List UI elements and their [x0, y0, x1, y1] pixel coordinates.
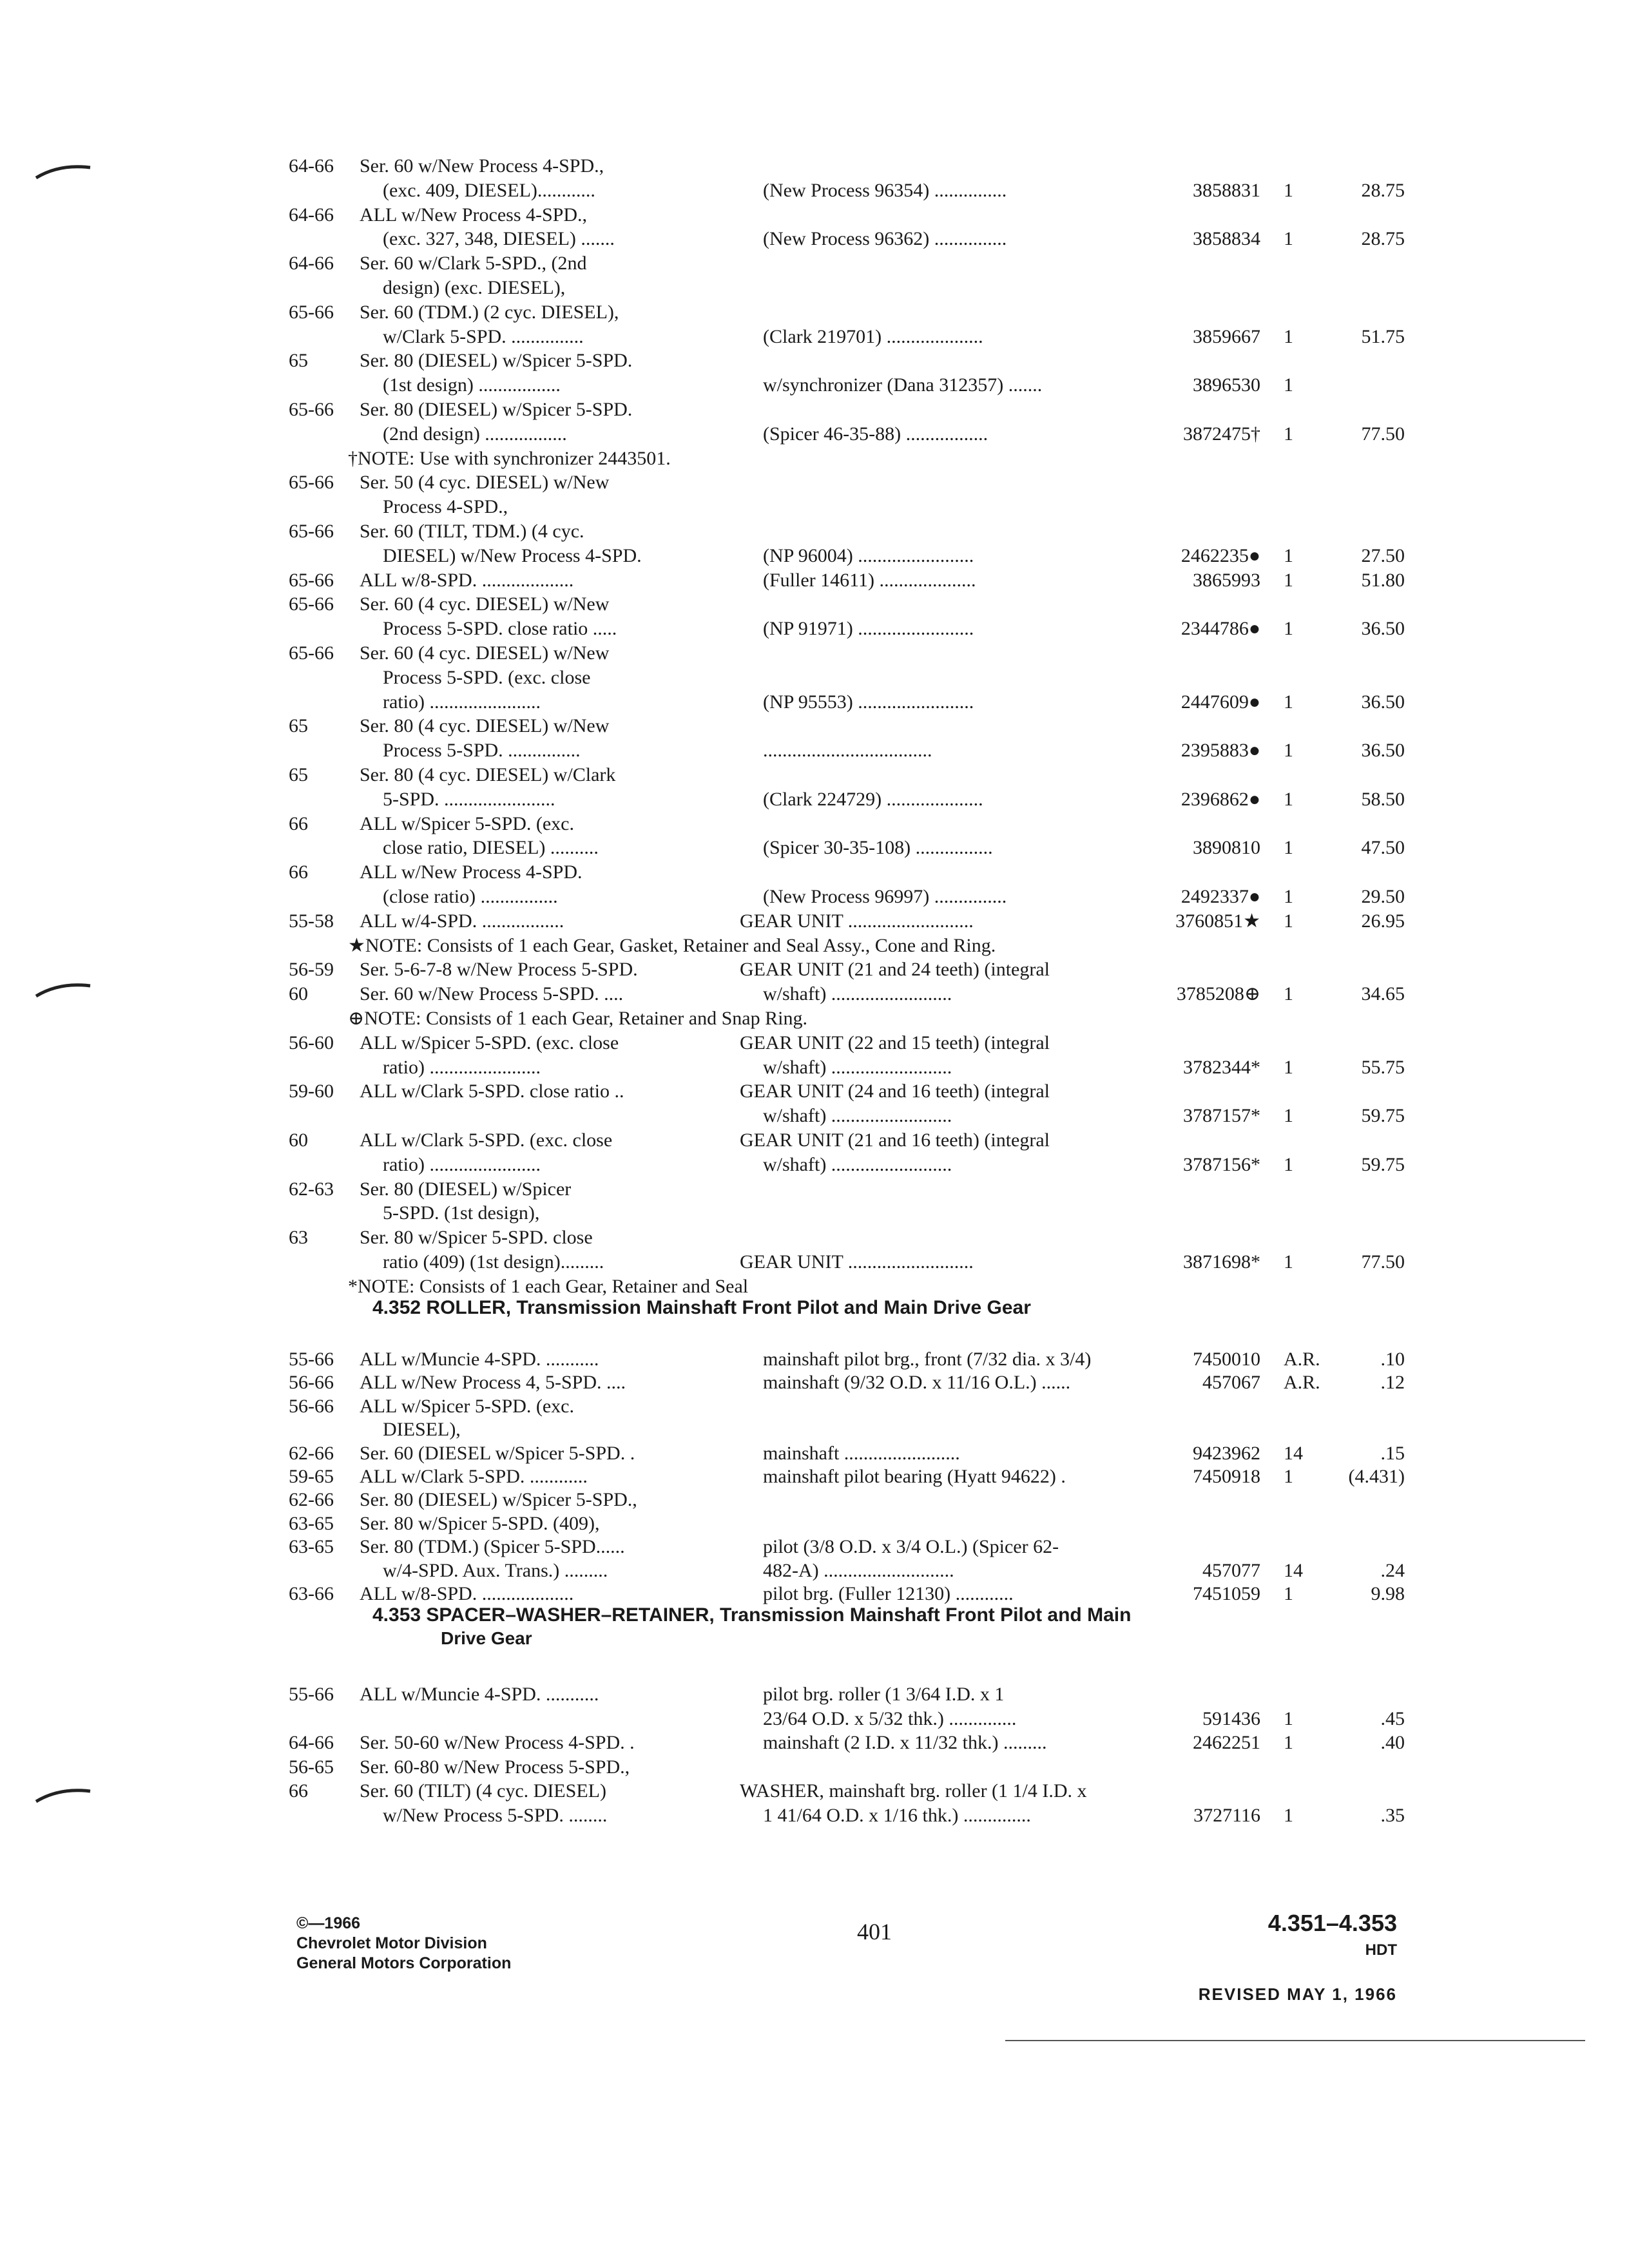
row-description: (New Process 96997) ...............	[763, 886, 1007, 907]
row-application: ALL w/4-SPD. .................	[360, 910, 564, 932]
row-quantity: 14	[1284, 1559, 1303, 1581]
row-application: Ser. 60 (TILT, TDM.) (4 cyc.	[360, 521, 584, 542]
catalog-row	[0, 1370, 1629, 1396]
catalog-row	[0, 713, 1629, 739]
row-part-number: 7450010	[1193, 1349, 1260, 1370]
row-application: Ser. 60 (TDM.) (2 cyc. DIESEL),	[360, 301, 619, 323]
row-application: Ser. 60 w/New Process 4-SPD.,	[360, 155, 604, 177]
row-price: .12	[1380, 1372, 1405, 1394]
row-quantity: 1	[1284, 1583, 1293, 1604]
row-part-number: 3859667	[1193, 325, 1260, 347]
catalog-row	[0, 1225, 1629, 1251]
row-application: Process 5-SPD. (exc. close	[383, 666, 591, 688]
row-years: 65	[289, 715, 308, 737]
catalog-row	[0, 1103, 1629, 1129]
row-description: w/shaft) .........................	[763, 1153, 952, 1175]
row-price: 47.50	[1361, 837, 1405, 859]
row-years: 63	[289, 1227, 308, 1249]
row-description: ...................................	[763, 740, 932, 762]
row-quantity: 1	[1284, 837, 1293, 859]
row-application: Process 5-SPD. ...............	[383, 740, 581, 762]
row-application: (2nd design) .................	[383, 423, 567, 445]
binder-mark-top-shape	[34, 161, 93, 180]
row-application: ALL w/Clark 5-SPD. (exc. close	[360, 1129, 613, 1151]
row-application: Ser. 80 (DIESEL) w/Spicer 5-SPD.,	[360, 1489, 637, 1511]
row-application: Ser. 50 (4 cyc. DIESEL) w/New	[360, 472, 610, 494]
row-quantity: 1	[1284, 423, 1293, 445]
row-price: 58.50	[1361, 788, 1405, 810]
row-years: 63-65	[289, 1512, 334, 1534]
row-years: 56-66	[289, 1372, 334, 1394]
catalog-row	[0, 153, 1629, 179]
row-part-number: 3858834	[1193, 228, 1260, 250]
catalog-row	[0, 689, 1629, 715]
row-price: (4.431)	[1348, 1466, 1405, 1487]
catalog-row	[0, 1682, 1629, 1707]
row-price: 51.75	[1361, 325, 1405, 347]
row-part-number: 3787157*	[1183, 1105, 1260, 1127]
row-quantity: 1	[1284, 1105, 1293, 1127]
catalog-row	[0, 738, 1629, 764]
row-part-number: 9423962	[1193, 1442, 1260, 1464]
footer-publisher	[296, 1914, 511, 1974]
row-part-number: 3787156*	[1183, 1153, 1260, 1175]
catalog-row	[0, 787, 1629, 812]
row-years: 66	[289, 861, 308, 883]
catalog-row	[0, 762, 1629, 788]
row-years: 65-66	[289, 642, 334, 664]
row-description: (NP 91971) ........................	[763, 618, 974, 640]
row-note: ★NOTE: Consists of 1 each Gear, Gasket, Retainer and Seal Assy., Cone and Ring.	[348, 934, 996, 956]
row-application: Process 4-SPD.,	[383, 496, 508, 518]
binder-mark-bottom-shape	[34, 1785, 93, 1804]
row-application: Ser. 80 (4 cyc. DIESEL) w/Clark	[360, 764, 616, 785]
row-description: GEAR UNIT ..........................	[740, 1251, 974, 1273]
row-description: mainshaft (9/32 O.D. x 11/16 O.L.) ......	[763, 1372, 1071, 1394]
row-years: 55-58	[289, 910, 334, 932]
catalog-row	[0, 1558, 1629, 1584]
catalog-row	[0, 1730, 1629, 1756]
catalog-row	[0, 1347, 1629, 1372]
catalog-row	[0, 568, 1629, 593]
row-quantity: 1	[1284, 325, 1293, 347]
row-application: w/New Process 5-SPD. ........	[383, 1804, 608, 1826]
row-application: Ser. 80 (DIESEL) w/Spicer 5-SPD.	[360, 399, 633, 420]
row-description: (Clark 219701) ....................	[763, 325, 983, 347]
row-price: 29.50	[1361, 886, 1405, 907]
catalog-row	[0, 1803, 1629, 1829]
row-part-number: 457067	[1202, 1372, 1260, 1394]
row-description: mainshaft pilot brg., front (7/32 dia. x 3/4)	[763, 1349, 1092, 1370]
row-application: w/4-SPD. Aux. Trans.) .........	[383, 1559, 608, 1581]
row-description: w/shaft) .........................	[763, 983, 952, 1005]
row-quantity: 1	[1284, 788, 1293, 810]
catalog-row	[0, 1464, 1629, 1490]
row-application: Ser. 80 (TDM.) (Spicer 5-SPD......	[360, 1536, 625, 1558]
footer-corporation: General Motors Corporation	[296, 1954, 512, 1972]
row-application: ALL w/8-SPD. ...................	[360, 569, 574, 591]
page-number: 401	[857, 1919, 892, 1945]
row-application: Ser. 80 w/Spicer 5-SPD. (409),	[360, 1512, 600, 1534]
row-description: WASHER, mainshaft brg. roller (1 1/4 I.D. x	[740, 1780, 1087, 1802]
row-years: 66	[289, 812, 308, 834]
row-part-number: 3785208⊕	[1176, 983, 1260, 1005]
catalog-row	[0, 1511, 1629, 1537]
catalog-row	[0, 835, 1629, 861]
row-years: 66	[289, 1780, 308, 1802]
catalog-row	[0, 202, 1629, 228]
row-application: DIESEL) w/New Process 4-SPD.	[383, 544, 642, 566]
footer-rule	[1005, 2040, 1585, 2041]
row-years: 60	[289, 983, 308, 1005]
catalog-row	[0, 1055, 1629, 1081]
note-line	[0, 446, 1629, 472]
row-note: *NOTE: Consists of 1 each Gear, Retainer and Seal	[348, 1275, 749, 1297]
row-description: GEAR UNIT ..........................	[740, 910, 974, 932]
row-application: (1st design) .................	[383, 374, 561, 396]
row-quantity: 1	[1284, 544, 1293, 566]
row-application: (close ratio) ................	[383, 886, 558, 907]
row-price: .24	[1380, 1559, 1405, 1581]
row-application: Ser. 60 (4 cyc. DIESEL) w/New	[360, 642, 610, 664]
row-application: ALL w/Clark 5-SPD. close ratio ..	[360, 1081, 624, 1102]
row-application: ALL w/8-SPD. ...................	[360, 1583, 574, 1604]
section-code: HDT	[1365, 1941, 1397, 1959]
catalog-row	[0, 1534, 1629, 1560]
row-price: 55.75	[1361, 1056, 1405, 1078]
row-price: 77.50	[1361, 1251, 1405, 1273]
row-application: w/Clark 5-SPD. ...............	[383, 325, 584, 347]
row-application: ALL w/New Process 4-SPD.	[360, 861, 583, 883]
catalog-row	[0, 640, 1629, 666]
row-price: .35	[1380, 1804, 1405, 1826]
row-description: (NP 96004) ........................	[763, 544, 974, 566]
row-years: 64-66	[289, 253, 334, 274]
row-part-number: 2447609●	[1181, 691, 1260, 713]
catalog-row	[0, 981, 1629, 1007]
row-price: 28.75	[1361, 228, 1405, 250]
row-years: 62-66	[289, 1489, 334, 1511]
row-price: .45	[1380, 1707, 1405, 1729]
row-application: Ser. 80 (DIESEL) w/Spicer 5-SPD.	[360, 350, 633, 372]
row-price: 34.65	[1361, 983, 1405, 1005]
row-description: GEAR UNIT (24 and 16 teeth) (integral	[740, 1081, 1050, 1102]
catalog-row	[0, 251, 1629, 276]
row-part-number: 591436	[1202, 1707, 1260, 1729]
row-quantity: 1	[1284, 1251, 1293, 1273]
row-description: GEAR UNIT (21 and 16 teeth) (integral	[740, 1129, 1050, 1151]
row-description: (NP 95553) ........................	[763, 691, 974, 713]
row-description: mainshaft pilot bearing (Hyatt 94622) .	[763, 1466, 1066, 1487]
row-years: 63-66	[289, 1583, 334, 1604]
catalog-row	[0, 1754, 1629, 1780]
row-description: 482-A) ...........................	[763, 1559, 954, 1581]
row-application: Ser. 80 (DIESEL) w/Spicer	[360, 1178, 572, 1200]
row-application: Ser. 60 (DIESEL w/Spicer 5-SPD. .	[360, 1442, 635, 1464]
row-quantity: 1	[1284, 886, 1293, 907]
row-quantity: 14	[1284, 1442, 1303, 1464]
catalog-row	[0, 957, 1629, 983]
row-application: Ser. 60-80 w/New Process 5-SPD.,	[360, 1756, 630, 1778]
catalog-row	[0, 421, 1629, 447]
catalog-row	[0, 1128, 1629, 1153]
footer-copyright: ©—1966	[296, 1914, 361, 1932]
row-application: ALL w/Spicer 5-SPD. (exc. close	[360, 1032, 619, 1053]
catalog-row	[0, 616, 1629, 642]
catalog-row	[0, 1394, 1629, 1419]
row-part-number: 3760851★	[1175, 910, 1260, 932]
row-years: 63-65	[289, 1536, 334, 1558]
row-quantity: 1	[1284, 618, 1293, 640]
row-application: ratio) .......................	[383, 1153, 541, 1175]
note-line	[0, 1006, 1629, 1032]
row-part-number: 7451059	[1193, 1583, 1260, 1604]
catalog-row	[0, 372, 1629, 398]
row-years: 59-65	[289, 1466, 334, 1487]
catalog-row	[0, 397, 1629, 423]
row-years: 65-66	[289, 521, 334, 542]
row-years: 55-66	[289, 1349, 334, 1370]
catalog-row	[0, 226, 1629, 252]
row-application: Ser. 80 (4 cyc. DIESEL) w/New	[360, 715, 610, 737]
binder-hole-mark-bottom	[34, 1785, 93, 1804]
row-quantity: 1	[1284, 983, 1293, 1005]
row-quantity: A.R.	[1284, 1349, 1320, 1370]
row-quantity: 1	[1284, 374, 1293, 396]
catalog-row	[0, 1441, 1629, 1466]
row-description: (New Process 96362) ...............	[763, 228, 1007, 250]
row-years: 56-66	[289, 1395, 334, 1417]
row-application: Ser. 60 w/Clark 5-SPD., (2nd	[360, 253, 587, 274]
row-price: 77.50	[1361, 423, 1405, 445]
row-application: 5-SPD. .......................	[383, 788, 555, 810]
row-quantity: 1	[1284, 1804, 1293, 1826]
row-application: Ser. 5-6-7-8 w/New Process 5-SPD.	[360, 959, 638, 981]
catalog-row	[0, 811, 1629, 837]
row-part-number: 3858831	[1193, 179, 1260, 201]
row-years: 65-66	[289, 593, 334, 615]
row-price: 36.50	[1361, 691, 1405, 713]
row-description: w/shaft) .........................	[763, 1105, 952, 1127]
row-part-number: 7450918	[1193, 1466, 1260, 1487]
catalog-row	[0, 1152, 1629, 1178]
row-description: GEAR UNIT (22 and 15 teeth) (integral	[740, 1032, 1050, 1053]
row-application: ratio (409) (1st design).........	[383, 1251, 604, 1273]
row-years: 65	[289, 764, 308, 785]
row-description: pilot (3/8 O.D. x 3/4 O.L.) (Spicer 62-	[763, 1536, 1059, 1558]
row-application: ratio) .......................	[383, 1056, 541, 1078]
row-price: .15	[1380, 1442, 1405, 1464]
row-quantity: 1	[1284, 569, 1293, 591]
row-quantity: 1	[1284, 1732, 1293, 1753]
catalog-row	[0, 1249, 1629, 1275]
row-years: 65	[289, 350, 308, 372]
row-years: 56-65	[289, 1756, 334, 1778]
row-quantity: 1	[1284, 228, 1293, 250]
row-quantity: 1	[1284, 1466, 1293, 1487]
row-application: ALL w/Clark 5-SPD. ............	[360, 1466, 588, 1487]
row-application: ALL w/New Process 4, 5-SPD. ....	[360, 1372, 626, 1394]
note-line	[0, 933, 1629, 959]
row-part-number: 3727116	[1193, 1804, 1260, 1826]
row-part-number: 3865993	[1193, 569, 1260, 591]
row-description: 23/64 O.D. x 5/32 thk.) ..............	[763, 1707, 1017, 1729]
row-price: 59.75	[1361, 1105, 1405, 1127]
catalog-row	[0, 1200, 1629, 1226]
row-description: w/shaft) .........................	[763, 1056, 952, 1078]
row-application: close ratio, DIESEL) ..........	[383, 837, 599, 859]
row-application: ALL w/Spicer 5-SPD. (exc.	[360, 812, 574, 834]
catalog-row	[0, 178, 1629, 204]
row-part-number: 3890810	[1193, 837, 1260, 859]
catalog-row	[0, 470, 1629, 495]
row-part-number: 457077	[1202, 1559, 1260, 1581]
binder-hole-mark-top	[34, 161, 93, 180]
catalog-row	[0, 1417, 1629, 1443]
section-4353-title: 4.353 SPACER–WASHER–RETAINER, Transmission Mainshaft Front Pilot and Main	[372, 1604, 1132, 1626]
row-years: 64-66	[289, 204, 334, 226]
row-part-number: 3896530	[1193, 374, 1260, 396]
row-quantity: 1	[1284, 1153, 1293, 1175]
catalog-row	[0, 348, 1629, 374]
catalog-row	[0, 665, 1629, 691]
row-years: 65-66	[289, 472, 334, 494]
row-years: 62-66	[289, 1442, 334, 1464]
binder-mark-middle-shape	[34, 979, 93, 999]
row-years: 60	[289, 1129, 308, 1151]
row-part-number: 3872475†	[1183, 423, 1260, 445]
row-part-number: 2462251	[1193, 1732, 1260, 1753]
row-application: ALL w/Spicer 5-SPD. (exc.	[360, 1395, 574, 1417]
row-description: w/synchronizer (Dana 312357) .......	[763, 374, 1043, 396]
row-description: (Spicer 30-35-108) ................	[763, 837, 993, 859]
catalog-row	[0, 908, 1629, 934]
section-4353-title-continued: Drive Gear	[441, 1628, 532, 1648]
catalog-row	[0, 519, 1629, 544]
row-part-number: 2395883●	[1181, 740, 1260, 762]
row-quantity: 1	[1284, 1707, 1293, 1729]
catalog-row	[0, 543, 1629, 569]
row-quantity: 1	[1284, 691, 1293, 713]
row-application: Ser. 60 (TILT) (4 cyc. DIESEL)	[360, 1780, 606, 1802]
row-application: Ser. 60 w/New Process 5-SPD. ....	[360, 983, 624, 1005]
binder-hole-mark-middle	[34, 979, 93, 999]
row-application: (exc. 327, 348, DIESEL) .......	[383, 228, 615, 250]
row-application: ALL w/New Process 4-SPD.,	[360, 204, 588, 226]
catalog-row	[0, 591, 1629, 617]
row-part-number: 3871698*	[1183, 1251, 1260, 1273]
row-years: 64-66	[289, 155, 334, 177]
footer-division: Chevrolet Motor Division	[296, 1934, 487, 1952]
catalog-row	[0, 860, 1629, 885]
row-description: GEAR UNIT (21 and 24 teeth) (integral	[740, 959, 1050, 981]
catalog-row	[0, 1079, 1629, 1104]
catalog-row	[0, 1030, 1629, 1056]
row-description: pilot brg. roller (1 3/64 I.D. x 1	[763, 1684, 1005, 1705]
row-description: 1 41/64 O.D. x 1/16 thk.) ..............	[763, 1804, 1031, 1826]
row-application: ALL w/Muncie 4-SPD. ...........	[360, 1349, 599, 1370]
catalog-row	[0, 884, 1629, 910]
row-application: Process 5-SPD. close ratio .....	[383, 618, 617, 640]
row-application: Ser. 80 w/Spicer 5-SPD. close	[360, 1227, 593, 1249]
row-application: DIESEL),	[383, 1419, 461, 1441]
row-price: 36.50	[1361, 740, 1405, 762]
row-part-number: 2492337●	[1181, 886, 1260, 907]
row-application: Ser. 50-60 w/New Process 4-SPD. .	[360, 1732, 635, 1753]
catalog-row	[0, 275, 1629, 301]
catalog-row	[0, 1177, 1629, 1202]
row-description: (Clark 224729) ....................	[763, 788, 983, 810]
row-quantity: 1	[1284, 1056, 1293, 1078]
row-description: mainshaft (2 I.D. x 11/32 thk.) .........	[763, 1732, 1047, 1753]
row-part-number: 2396862●	[1181, 788, 1260, 810]
row-years: 65-66	[289, 569, 334, 591]
row-years: 56-60	[289, 1032, 334, 1053]
row-part-number: 2344786●	[1181, 618, 1260, 640]
row-application: design) (exc. DIESEL),	[383, 277, 566, 298]
row-application: (exc. 409, DIESEL)............	[383, 179, 595, 201]
row-years: 59-60	[289, 1081, 334, 1102]
row-price: 27.50	[1361, 544, 1405, 566]
row-description: (Fuller 14611) ....................	[763, 569, 976, 591]
row-application: ALL w/Muncie 4-SPD. ...........	[360, 1684, 599, 1705]
row-quantity: A.R.	[1284, 1372, 1320, 1394]
row-application: Ser. 60 (4 cyc. DIESEL) w/New	[360, 593, 610, 615]
row-years: 62-63	[289, 1178, 334, 1200]
row-quantity: 1	[1284, 740, 1293, 762]
section-4352-title: 4.352 ROLLER, Transmission Mainshaft Front Pilot and Main Drive Gear	[372, 1297, 1031, 1318]
row-price: 51.80	[1361, 569, 1405, 591]
row-price: .40	[1380, 1732, 1405, 1753]
section-range: 4.351–4.353	[1268, 1910, 1397, 1936]
revision-date: REVISED MAY 1, 1966	[1198, 1984, 1397, 2004]
row-price: 26.95	[1361, 910, 1405, 932]
row-quantity: 1	[1284, 179, 1293, 201]
row-description: mainshaft ........................	[763, 1442, 960, 1464]
row-price: .10	[1380, 1349, 1405, 1370]
row-price: 9.98	[1371, 1583, 1405, 1604]
row-part-number: 2462235●	[1181, 544, 1260, 566]
row-description: pilot brg. (Fuller 12130) ............	[763, 1583, 1014, 1604]
row-quantity: 1	[1284, 910, 1293, 932]
row-price: 59.75	[1361, 1153, 1405, 1175]
catalog-row	[0, 1487, 1629, 1513]
row-application: ratio) .......................	[383, 691, 541, 713]
row-years: 65-66	[289, 399, 334, 420]
row-price: 36.50	[1361, 618, 1405, 640]
row-description: (New Process 96354) ...............	[763, 179, 1007, 201]
catalog-row	[0, 300, 1629, 325]
row-years: 64-66	[289, 1732, 334, 1753]
row-application: 5-SPD. (1st design),	[383, 1202, 540, 1224]
row-note: ⊕NOTE: Consists of 1 each Gear, Retainer and Snap Ring.	[348, 1008, 807, 1029]
catalog-row	[0, 494, 1629, 520]
row-years: 55-66	[289, 1684, 334, 1705]
row-part-number: 3782344*	[1183, 1056, 1260, 1078]
row-description: (Spicer 46-35-88) .................	[763, 423, 988, 445]
row-years: 56-59	[289, 959, 334, 981]
catalog-row	[0, 1778, 1629, 1804]
row-years: 65-66	[289, 301, 334, 323]
catalog-row	[0, 324, 1629, 350]
row-note: †NOTE: Use with synchronizer 2443501.	[348, 447, 671, 469]
catalog-row	[0, 1706, 1629, 1732]
row-price: 28.75	[1361, 179, 1405, 201]
